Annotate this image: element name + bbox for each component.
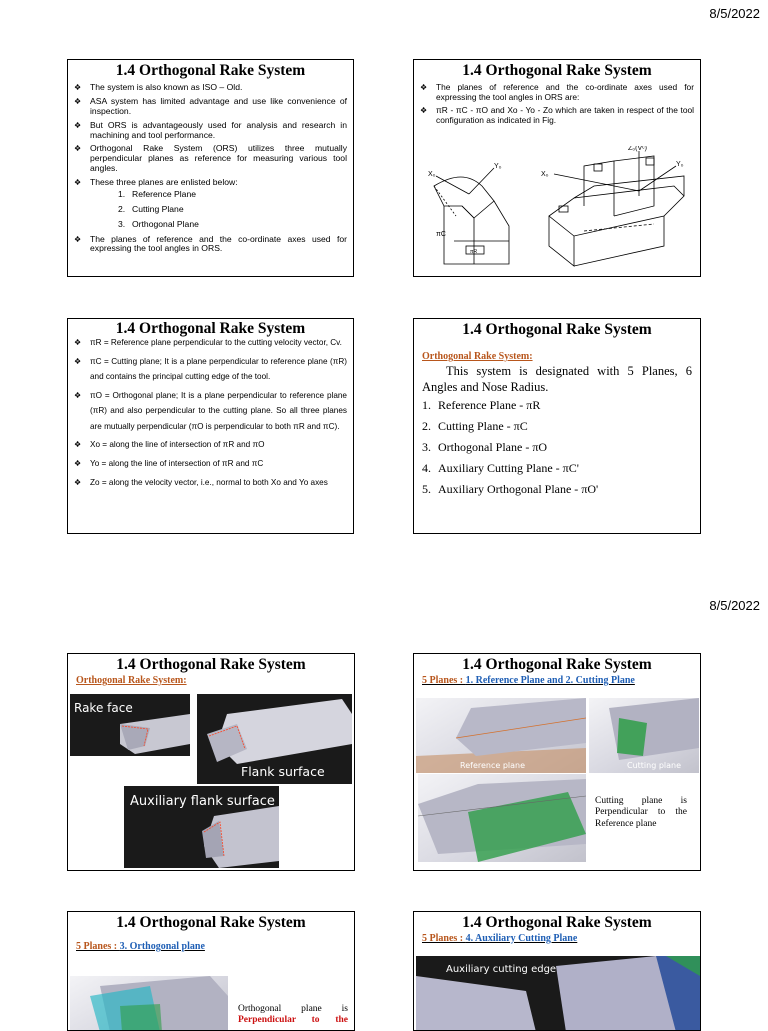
fig-label-pir: πR	[470, 249, 478, 255]
bullet: ❖ πC = Cutting plane; It is a plane perpendicular to reference plane (πR) and contains the principal cutting edge of the tool.	[74, 354, 347, 385]
bullet	[74, 178, 347, 230]
bullet: ❖ πO = Orthogonal plane; It is a plane perpendicular to reference plane (πR) and also perpendicular to the cutting plane. So all three planes are mutually perpendicular (πO is perpendicular to both πR and πC).	[74, 388, 347, 435]
item-label: Orthogonal Plane -	[438, 440, 533, 455]
item-label: Auxiliary Orthogonal Plane -	[438, 482, 582, 497]
image-label: Cutting plane	[627, 761, 682, 770]
caption-line-highlight: Perpendicular to the	[238, 1015, 348, 1026]
bullet: ❖ Zo = along the velocity vector, i.e., normal to both Xo and Yo axes	[74, 475, 347, 491]
flank-surface-image	[197, 694, 352, 784]
list-item	[118, 205, 347, 215]
item-label: Cutting Plane -	[438, 419, 514, 434]
slide-title: 1.4 Orthogonal Rake System	[462, 914, 652, 931]
caption	[238, 1004, 348, 1027]
slide-3	[67, 318, 354, 534]
slide-1	[67, 59, 354, 277]
slide-8	[413, 911, 701, 1031]
item-number: 5.	[422, 482, 431, 497]
image-label: Reference plane	[460, 761, 526, 770]
bullet-text: These three planes are enlisted below:	[90, 177, 238, 187]
image-label: Rake face	[74, 701, 133, 715]
item-label: Reference Plane -	[438, 398, 527, 413]
list-item	[422, 482, 692, 497]
auxiliary-cutting-image	[416, 956, 700, 1031]
bullet: ❖ Orthogonal Rake System (ORS) utilizes three mutually perpendicular planes as reference for measuring various tool angles.	[74, 144, 347, 174]
item-symbol: πR	[526, 398, 541, 413]
intro-text: This system is designated with 5 Planes, 6 Angles and Nose Radius.	[422, 364, 692, 394]
reference-plane-image	[416, 698, 586, 773]
item-symbol: πC	[513, 419, 528, 434]
image-label: Flank surface	[241, 764, 325, 779]
list-item	[118, 190, 347, 200]
item-label: Orthogonal Plane	[132, 218, 199, 229]
fig-label-pic: πC	[436, 231, 446, 238]
bullet: ❖ Xo = along the line of intersection of πR and πO	[74, 437, 347, 453]
slide-title: 1.4 Orthogonal Rake System	[115, 62, 306, 79]
heading-prefix: 5 Planes :	[76, 941, 120, 952]
slide-4	[413, 318, 701, 534]
list-item	[422, 461, 692, 476]
item-symbol: πC'	[562, 461, 579, 476]
planes-perpendicular-image	[418, 774, 586, 862]
caption: Cutting plane is Perpendicular to the Reference plane	[595, 796, 687, 829]
section-heading: Orthogonal Rake System:	[76, 675, 187, 686]
heading-link: 3. Orthogonal plane	[119, 941, 205, 952]
bullet-list	[68, 335, 353, 490]
bullet-list	[414, 83, 700, 126]
bullet: ❖ ASA system has limited advantage and use like convenience of inspection.	[74, 97, 347, 117]
fig-label-yo2: Y₀	[676, 161, 684, 168]
slide-7	[67, 911, 355, 1031]
slide-2	[413, 59, 701, 277]
image-label: Auxiliary cutting edge	[446, 964, 557, 975]
plane-list	[414, 398, 700, 497]
item-number: 2.	[118, 203, 126, 214]
bullet: ❖ πR - πC - πO and Xo - Yo - Zo which are taken in respect of the tool configuration as indicated in Fig.	[420, 106, 694, 125]
bullet: ❖ Yo = along the line of intersection of πR and πC	[74, 456, 347, 472]
fig-label-xo2: X₀	[541, 171, 549, 178]
orthogonal-plane-image	[70, 976, 228, 1031]
heading-prefix: 5 Planes :	[422, 933, 466, 944]
fig-label-yo: Y₀	[494, 163, 502, 170]
item-symbol: πO'	[581, 482, 599, 497]
item-number: 2.	[422, 419, 431, 434]
slide-title: 1.4 Orthogonal Rake System	[462, 321, 652, 338]
list-item	[422, 440, 692, 455]
section-heading	[422, 675, 700, 686]
slide-6	[413, 653, 701, 871]
fig-label-zo: Z₀(Vᶜ)	[628, 146, 647, 152]
bullet: ❖ The system is also known as ISO – Old.	[74, 83, 347, 93]
page-date-2: 8/5/2022	[709, 598, 760, 613]
slide-5	[67, 653, 355, 871]
item-symbol: πO	[532, 440, 548, 455]
section-heading	[76, 941, 354, 952]
item-number: 1.	[118, 188, 126, 199]
section-heading: Orthogonal Rake System:	[422, 351, 533, 362]
auxiliary-flank-image	[124, 786, 279, 868]
bullet: ❖ The planes of reference and the co-ordinate axes used for expressing the tool angles in ORS are:	[420, 83, 694, 102]
image-label: Auxiliary flank surface	[130, 794, 275, 809]
list-item	[422, 419, 692, 434]
item-label: Cutting Plane	[132, 203, 184, 214]
cutting-plane-image	[589, 698, 699, 773]
tool-planes-figure	[414, 146, 700, 276]
fig-label-xo: X₀	[428, 171, 436, 178]
slide-title: 1.4 Orthogonal Rake System	[116, 914, 306, 931]
slide-title: 1.4 Orthogonal Rake System	[116, 656, 306, 673]
item-number: 4.	[422, 461, 431, 476]
item-number: 1.	[422, 398, 431, 413]
slide-title: 1.4 Orthogonal Rake System	[115, 320, 306, 337]
slide-title: 1.4 Orthogonal Rake System	[462, 656, 652, 673]
section-heading	[422, 933, 700, 944]
caption-line: Orthogonal plane is	[238, 1004, 348, 1014]
list-item	[422, 398, 692, 413]
heading-link: 4. Auxiliary Cutting Plane	[465, 933, 578, 944]
rake-face-image	[70, 694, 190, 756]
page-date-1: 8/5/2022	[709, 6, 760, 21]
heading-link: 1. Reference Plane and 2. Cutting Plane	[465, 675, 635, 686]
list-item	[118, 220, 347, 230]
bullet: ❖ But ORS is advantageously used for analysis and research in machining and tool performance.	[74, 121, 347, 141]
slide-title: 1.4 Orthogonal Rake System	[462, 62, 652, 79]
heading-prefix: 5 Planes :	[422, 675, 466, 686]
item-label: Auxiliary Cutting Plane -	[438, 461, 563, 476]
item-label: Reference Plane	[132, 188, 197, 199]
plane-list	[90, 190, 347, 230]
bullet: ❖ πR = Reference plane perpendicular to the cutting velocity vector, Cv.	[74, 335, 347, 351]
bullet-list	[68, 83, 353, 254]
bullet: ❖ The planes of reference and the co-ordinate axes used for expressing the tool angles in ORS.	[74, 235, 347, 255]
item-number: 3.	[118, 218, 126, 229]
item-number: 3.	[422, 440, 431, 455]
